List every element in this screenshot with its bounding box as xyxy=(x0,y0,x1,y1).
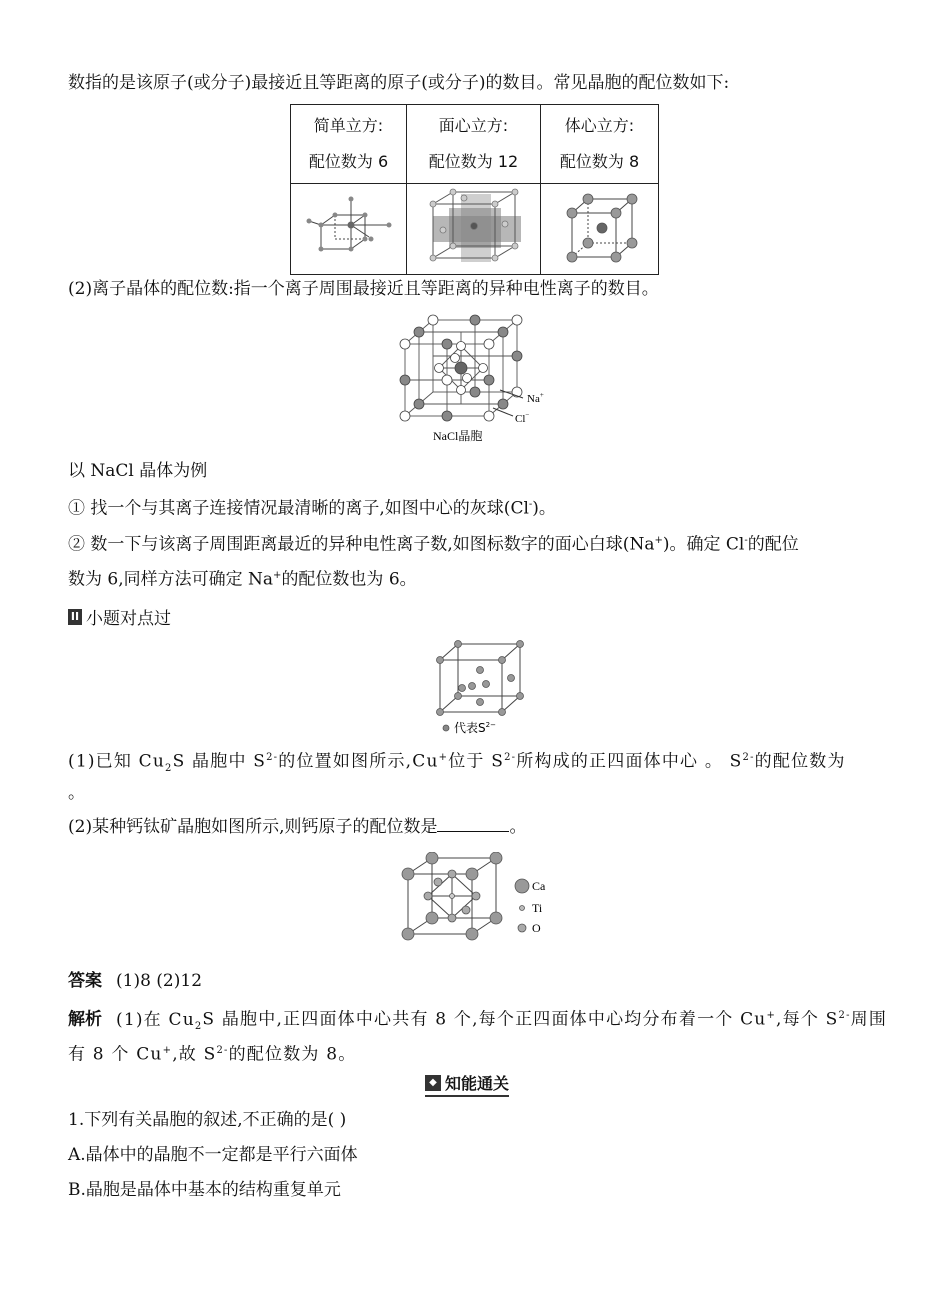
svg-text:代表S2− xyxy=(454,721,496,735)
na-charge: + xyxy=(539,391,544,399)
cl-label: Cl xyxy=(515,413,526,425)
question-1: (1)已知 $Cu_2S$ 晶胞中 $S^{2-}$的位置如图所示,Cu+位于 $S^{2-}$所构成的正四面体中心 。 $S^{2-}$的配位数为 xyxy=(68,751,846,775)
s2-cell-figure xyxy=(432,640,532,738)
step-2-line-2: 数为 6,同样方法可确定 Na+的配位数也为 6。 xyxy=(68,569,417,590)
question-1-end: 。 xyxy=(68,783,85,803)
step-1: ① 找一个与其离子连接情况最清晰的离子,如图中心的灰球(Cl-)。 xyxy=(68,498,556,519)
nacl-caption: NaCl晶胞 xyxy=(433,429,483,443)
coordination-table xyxy=(290,104,659,275)
nacl-intro: 以 NaCl 晶体为例 xyxy=(68,461,208,481)
box-title-text: 知能通关 xyxy=(445,1074,510,1093)
svg-text:Cl− xyxy=(515,411,529,425)
fcc-figure xyxy=(407,184,541,275)
analysis-label: 解析 xyxy=(68,1009,102,1030)
mcq-option-b[interactable]: B.晶胞是晶体中基本的结构重复单元 xyxy=(68,1180,341,1200)
section-marker-icon: II xyxy=(68,609,82,625)
fcc-cn: 配位数为 12 xyxy=(428,152,519,171)
fcc-cell xyxy=(407,105,541,184)
bcc-cell xyxy=(541,105,659,184)
intro-line: 数指的是该原子(或分子)最接近且等距离的原子(或分子)的数目。常见晶胞的配位数如下: xyxy=(68,73,730,93)
question-2: (2)某种钙钛矿晶胞如图所示,则钙原子的配位数是 。 xyxy=(68,817,527,837)
s2-caption-charge: 2− xyxy=(485,721,496,729)
section-title: 小题对点过 xyxy=(86,609,171,629)
simple-cubic-cell xyxy=(291,105,407,184)
simple-cubic-figure xyxy=(291,184,407,275)
svg-text:Na+ xyxy=(527,391,544,405)
perovskite-figure xyxy=(398,852,558,956)
o-legend: O xyxy=(532,921,541,935)
nacl-figure xyxy=(395,310,565,450)
simple-cubic-cn: 配位数为 6 xyxy=(308,152,389,171)
step-2-line-1: ② 数一下与该离子周围距离最近的异种电性离子数,如图标数字的面心白球(Na+)。确定 Cl-的配位 xyxy=(68,534,799,555)
simple-cubic-title: 简单立方: xyxy=(313,116,384,135)
answer-blank[interactable] xyxy=(437,817,509,832)
ti-legend: Ti xyxy=(532,901,543,915)
bcc-cn: 配位数为 8 xyxy=(559,152,640,171)
section-heading xyxy=(68,604,171,629)
bcc-figure xyxy=(541,184,659,275)
bcc-title: 体心立方: xyxy=(564,116,635,135)
ionic-line: (2)离子晶体的配位数:指一个离子周围最接近且等距离的异种电性离子的数目。 xyxy=(68,279,659,299)
answer-line xyxy=(68,970,202,992)
answer-text: (1)8 (2)12 xyxy=(116,971,203,991)
box-title xyxy=(425,1071,509,1097)
mcq-stem: 1.下列有关晶胞的叙述,不正确的是( ) xyxy=(68,1110,347,1130)
na-label: Na xyxy=(527,393,540,405)
cl-charge: − xyxy=(525,411,530,419)
analysis-line-2: 有 8 个 Cu+,故 $S^{2-}$的配位数为 8。 xyxy=(68,1044,357,1065)
answer-label: 答案 xyxy=(68,971,102,991)
diamond-icon: ◆ xyxy=(425,1075,441,1091)
ca-legend: Ca xyxy=(532,879,546,893)
analysis-line-1: 解析 (1)在 $Cu_2S$ 晶胞中,正四面体中心共有 8 个,每个正四面体中心均分布着一个 Cu+,每个 $S^{2-}$周围 xyxy=(68,1009,888,1033)
mcq-option-a[interactable]: A.晶体中的晶胞不一定都是平行六面体 xyxy=(68,1145,358,1165)
s2-caption: 代表S xyxy=(454,721,486,735)
fcc-title: 面心立方: xyxy=(438,116,509,135)
